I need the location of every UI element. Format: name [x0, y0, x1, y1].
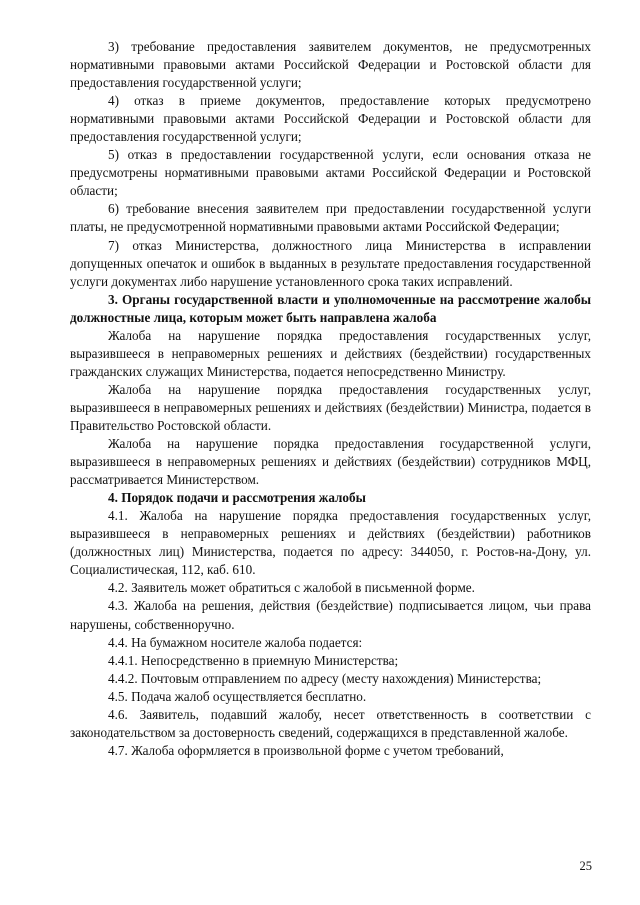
- section-3-heading: 3. Органы государственной власти и уполномоченные на рассмотрение жалобы должностные лица, которым может быть направлена жалоба: [70, 291, 591, 325]
- list-item-6: 6) требование внесения заявителем при предоставлении государственной услуги платы, не предусмотренной нормативными правовыми актами Российской Федерации;: [70, 201, 591, 235]
- page-number: 25: [579, 859, 592, 873]
- list-item-4: 4) отказ в приеме документов, предоставление которых предусмотрено нормативными правовыми актами Российской Федерации и Ростовской области для предоставления государственной услуги;: [70, 93, 591, 145]
- paragraph: Жалоба на нарушение порядка предоставления государственных услуг, выразившееся в неправомерных решениях и действиях (бездействии) Министра, подается в Правительство Ростовской области.: [70, 381, 591, 433]
- clause-4-5: 4.5. Подача жалоб осуществляется бесплатно.: [108, 688, 367, 704]
- list-item-5: 5) отказ в предоставлении государственной услуги, если основания отказа не предусмотрены нормативными правовыми актами Российской Федерации и Ростовской области;: [70, 147, 591, 199]
- clause-4-4: 4.4. На бумажном носителе жалоба подается:: [108, 634, 363, 650]
- clause-4-2: 4.2. Заявитель может обратиться с жалобой в письменной форме.: [108, 580, 475, 596]
- list-item-3: 3) требование предоставления заявителем документов, не предусмотренных нормативными правовыми актами Российской Федерации и Ростовской области для предоставления государственной услуги;: [70, 39, 591, 91]
- clause-4-7: 4.7. Жалоба оформляется в произвольной форме с учетом требований,: [108, 742, 504, 758]
- clause-4-1: 4.1. Жалоба на нарушение порядка предоставления государственных услуг, выразившееся в неправомерных решениях и действиях (бездействии) работников (должностных лиц) Министерства, подается по адресу: 344050, г. Ростов-на-Дону, ул. Социалистическая, 112, каб. 610.: [70, 508, 591, 578]
- paragraph: Жалоба на нарушение порядка предоставления государственной услуги, выразившееся в неправомерных решениях и действиях (бездействии) сотрудников МФЦ, рассматривается Министерством.: [70, 436, 591, 488]
- clause-4-6: 4.6. Заявитель, подавший жалобу, несет ответственность в соответствии с законодательством за достоверность сведений, содержащихся в представленной жалобе.: [70, 706, 591, 740]
- clause-4-4-2: 4.4.2. Почтовым отправлением по адресу (месту нахождения) Министерства;: [108, 670, 542, 686]
- document-body: [70, 38, 591, 760]
- clause-4-4-1: 4.4.1. Непосредственно в приемную Министерства;: [108, 652, 399, 668]
- clause-4-3: 4.3. Жалоба на решения, действия (бездействие) подписывается лицом, чьи права нарушены, собственноручно.: [70, 598, 591, 632]
- section-4-heading: 4. Порядок подачи и рассмотрения жалобы: [108, 490, 366, 506]
- list-item-7: 7) отказ Министерства, должностного лица Министерства в исправлении допущенных опечаток и ошибок в выданных в результате предоставления государственной услуги документах либо нарушение установленного срока таких исправлений.: [70, 237, 591, 289]
- paragraph: Жалоба на нарушение порядка предоставления государственных услуг, выразившееся в неправомерных решениях и действиях (бездействии) государственных гражданских служащих Министерства, подается непосредственно Министру.: [70, 327, 591, 379]
